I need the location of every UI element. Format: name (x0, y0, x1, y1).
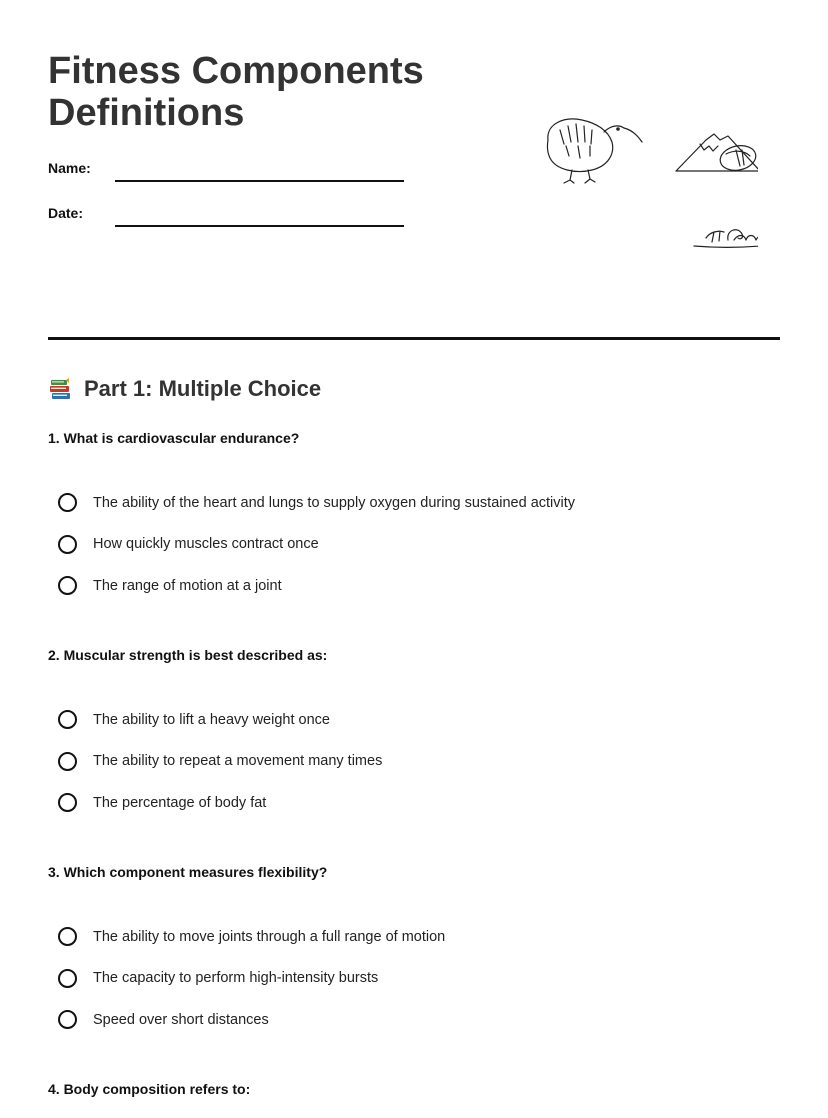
section-divider (48, 337, 780, 340)
answer-option[interactable] (58, 916, 445, 958)
radio-button[interactable] (58, 493, 77, 512)
date-blank-line[interactable] (115, 225, 404, 227)
doodle-illustrations (538, 110, 758, 255)
date-field[interactable] (48, 201, 408, 231)
question-text: 1. What is cardiovascular endurance? (48, 430, 300, 446)
radio-button[interactable] (58, 969, 77, 988)
option-label: The ability to repeat a movement many times (93, 753, 383, 770)
question-text: 2. Muscular strength is best described as: (48, 647, 328, 663)
option-label: The ability of the heart and lungs to supply oxygen during sustained activity (93, 494, 576, 511)
answer-option[interactable] (58, 999, 445, 1041)
answer-option[interactable] (58, 741, 382, 783)
radio-button[interactable] (58, 1010, 77, 1029)
option-label: The range of motion at a joint (93, 577, 282, 594)
answer-option[interactable] (58, 482, 575, 524)
question-3 (48, 862, 780, 1028)
answer-option[interactable] (58, 958, 445, 1000)
option-label: Speed over short distances (93, 1011, 269, 1028)
date-label: Date: (48, 205, 84, 221)
title-line-1: Fitness Components (48, 50, 424, 92)
answer-option[interactable] (58, 524, 575, 566)
mountain-rugby-ball-icon (676, 134, 758, 173)
wave-icon (694, 230, 758, 248)
answer-option[interactable] (58, 565, 575, 607)
name-blank-line[interactable] (115, 180, 404, 182)
answer-options (58, 916, 445, 1041)
answer-option[interactable] (58, 699, 382, 741)
name-field[interactable] (48, 156, 408, 186)
answer-options (58, 699, 382, 824)
worksheet-page (48, 0, 780, 1118)
kiwi-bird-icon (547, 119, 642, 183)
option-label: The ability to move joints through a full range of motion (93, 928, 446, 945)
option-label: The ability to lift a heavy weight once (93, 711, 330, 728)
option-label: The capacity to perform high-intensity bursts (93, 970, 379, 987)
question-text: 3. Which component measures flexibility? (48, 864, 328, 880)
page-title (48, 50, 468, 134)
radio-button[interactable] (58, 752, 77, 771)
answer-options (58, 482, 575, 607)
section-heading (48, 374, 321, 404)
radio-button[interactable] (58, 927, 77, 946)
question-4 (48, 1079, 780, 1099)
title-line-2: Definitions (48, 92, 245, 134)
option-label: The percentage of body fat (93, 794, 267, 811)
radio-button[interactable] (58, 793, 77, 812)
answer-option[interactable] (58, 782, 382, 824)
radio-button[interactable] (58, 576, 77, 595)
radio-button[interactable] (58, 535, 77, 554)
option-label: How quickly muscles contract once (93, 536, 319, 553)
question-text: 4. Body composition refers to: (48, 1081, 251, 1097)
question-2 (48, 645, 780, 811)
question-1 (48, 428, 780, 594)
radio-button[interactable] (58, 710, 77, 729)
name-label: Name: (48, 160, 91, 176)
section-title: Part 1: Multiple Choice (84, 376, 322, 401)
books-icon (48, 376, 74, 402)
